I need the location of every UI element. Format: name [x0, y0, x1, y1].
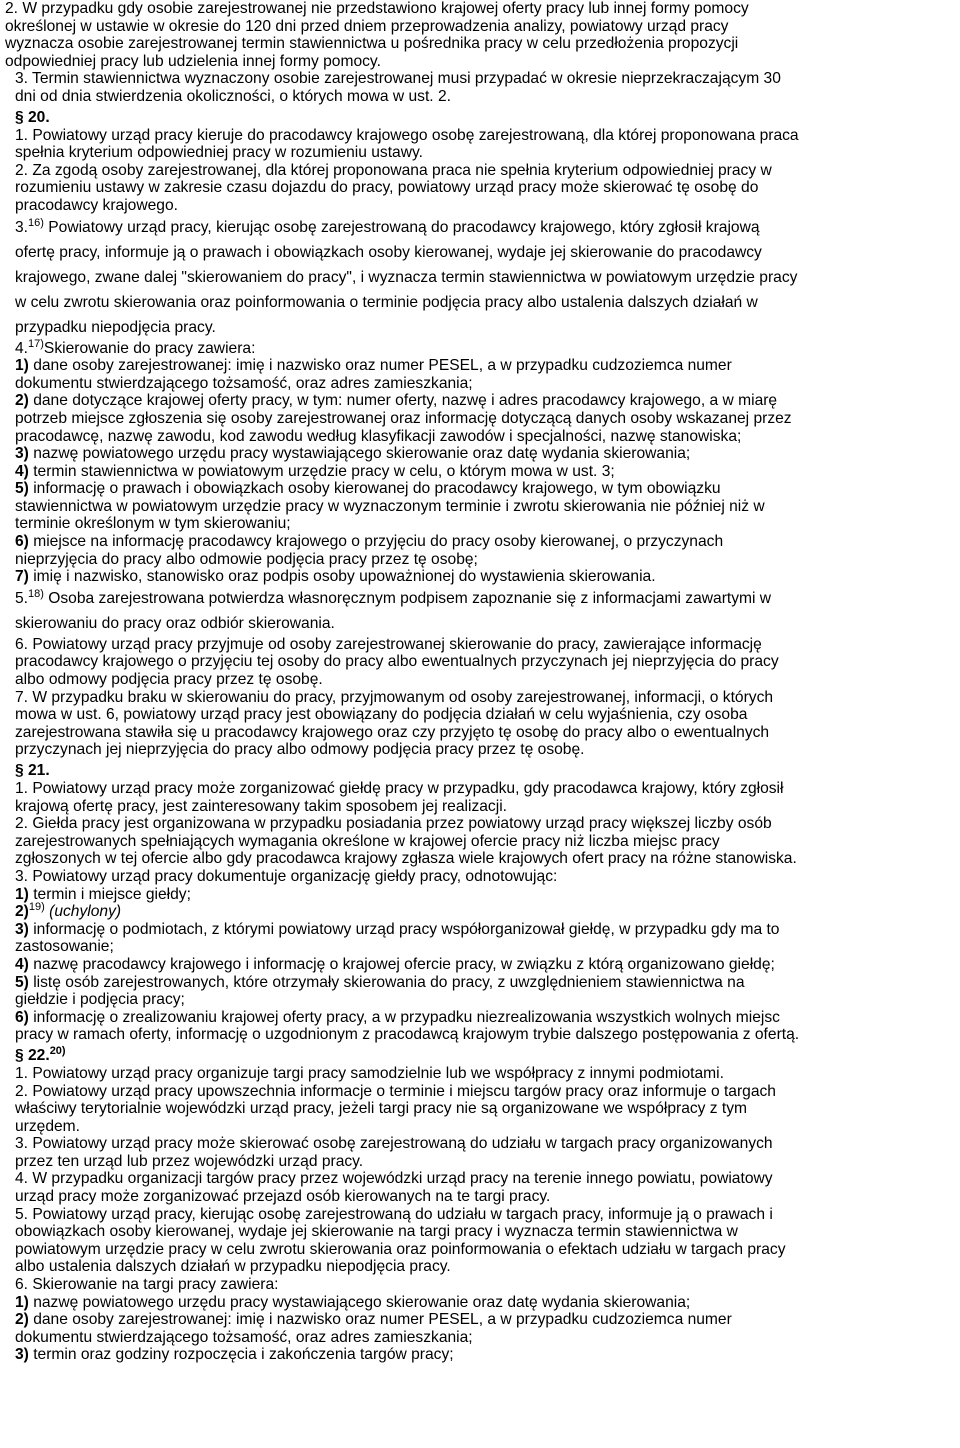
paragraph-text: 4. W przypadku organizacji targów pracy przez wojewódzki urząd pracy na terenie innego powiatu, powiatowy urząd pracy może zorganizować przejazd osób kierowanych na te targi pracy. — [15, 1170, 773, 1206]
paragraph-text: 2. Powiatowy urząd pracy upowszechnia informacje o terminie i miejscu targów pracy oraz informuje o targach właściwy terytorialnie wojewódzki urząd pracy, jeżeli targi pracy nie są organizowane we współpracy z tym urzędem. — [15, 1082, 776, 1135]
paragraph-text: 6. Powiatowy urząd pracy przyjmuje od osoby zarejestrowanej skierowanie do pracy, zawierające informację pracodawcy krajowego o przyjęciu tej osoby do pracy albo ewentualnych przyczynach jej nieprzyjęcia do pracy albo odmowy podjęcia pracy przez tę osobę. — [15, 635, 779, 689]
footnote-ref: 18) — [28, 587, 44, 600]
paragraph-text: 1. Powiatowy urząd pracy kieruje do pracodawcy krajowego osobę zarejestrowaną, dla której proponowana praca spełnia kryterium odpowiedniej pracy w rozumieniu ustawy. — [15, 126, 799, 162]
item-number: 6) — [15, 1008, 29, 1026]
list-item — [5, 445, 956, 463]
item-number: 1) — [15, 1293, 29, 1311]
paragraph-text: 7. W przypadku braku w skierowaniu do pracy, przyjmowanym od osoby zarejestrowanej, informacji, o których mowa w ust. 6, powiatowy urząd pracy jest obowiązany do podjęcia działań w celu wyjaśnienia, czy osoba zarejestrowana stawiła się u pracodawcy krajowego oraz czy przyjęto tę osobę do pracy albo o ewentualnych przyczynach jej nieprzyjęcia do pracy albo odmowy podjęcia pracy przez tę osobę. — [15, 688, 774, 759]
paragraph — [5, 636, 956, 689]
section-number: § 20. — [15, 108, 50, 126]
item-number: 1) — [15, 885, 29, 903]
paragraph — [5, 127, 956, 162]
paragraph — [5, 1135, 956, 1170]
paragraph-text: 3. Powiatowy urząd pracy dokumentuje organizację giełdy pracy, odnotowując: — [15, 867, 558, 885]
paragraph-text: 1. Powiatowy urząd pracy może zorganizować giełdę pracy w przypadku, gdy pracodawca krajowy, który zgłosił krajową ofertę pracy, jest zainteresowany takim sposobem jej realizacji. — [15, 780, 784, 815]
section-heading — [5, 108, 956, 127]
paragraph-text: 3. Powiatowy urząd pracy może skierować osobę zarejestrowaną do udziału w targach pracy organizowanych przez ten urząd lub przez wojewódzki urząd pracy. — [15, 1135, 773, 1170]
item-number: 4) — [15, 955, 29, 973]
paragraph — [5, 162, 956, 215]
paragraph — [5, 689, 956, 759]
item-text: miejsce na informację pracodawcy krajowego o przyjęciu do pracy osoby kierowanej, o przyczynach nieprzyjęcia do pracy albo odmowie podjęcia pracy przez tę osobę; — [15, 533, 724, 568]
item-number: 5) — [15, 480, 29, 498]
paragraph-text: 1. Powiatowy urząd pracy organizuje targi pracy samodzielnie lub we współpracy z innymi podmiotami. — [15, 1064, 724, 1082]
paragraph-text: Osoba zarejestrowana potwierdza własnoręcznym podpisem zapoznanie się z informacjami zawartymi w skierowaniu do pracy oraz odbiór skierowania. — [15, 589, 772, 632]
item-number: 4) — [15, 462, 29, 480]
paragraph — [5, 586, 956, 636]
section-heading — [5, 1046, 956, 1065]
item-number: 2) — [15, 903, 29, 921]
paragraph — [5, 1170, 956, 1205]
paragraph-text: Skierowanie do pracy zawiera: — [43, 339, 256, 357]
footnote-ref: 20) — [49, 1044, 66, 1057]
section-heading — [5, 761, 956, 780]
paragraph-text: Powiatowy urząd pracy, kierując osobę zarejestrowaną do pracodawcy krajowego, który zgłosił krajową ofertę pracy, informuje ją o prawach i obowiązkach osoby kierowanej, wydaje jej skierowanie do pracodawcy krajowego, zwane dalej "skierowaniem do pracy", i wyznacza termin stawiennictwa w powiatowym urzędzie pracy w celu zwrotu skierowania oraz poinformowania o terminie podjęcia pracy albo ustalenia dalszych działań w przypadku niepodjęcia pracy. — [15, 218, 798, 336]
item-number: 7) — [15, 568, 29, 586]
list-item — [5, 1311, 956, 1346]
paragraph — [5, 70, 956, 105]
paragraph-text: 3. Termin stawiennictwa wyznaczony osobie zarejestrowanej musi przypadać w okresie nieprzekraczającym 30 dni od dnia stwierdzenia okoliczności, o których mowa w ust. 2. — [15, 70, 781, 105]
item-text: dane dotyczące krajowej oferty pracy, w tym: numer oferty, nazwę i adres pracodawcy krajowego, a w miarę potrzeb miejsce zgłoszenia się osoby zarejestrowanej oraz informację dotyczącą danych osoby wskazanej przez pracodawcę, nazwę zawodu, kod zawodu według klasyfikacji zawodów i specjalności, nazwę stanowiska; — [15, 392, 792, 445]
item-text: termin stawiennictwa w powiatowym urzędzie pracy w celu, o którym mowa w ust. 3; — [28, 462, 615, 480]
item-text: nazwę powiatowego urzędu pracy wystawiającego skierowanie oraz datę wydania skierowania; — [28, 1293, 691, 1311]
item-number: 3) — [15, 1346, 29, 1364]
paragraph — [5, 868, 956, 886]
list-item — [5, 357, 956, 392]
item-text: termin oraz godziny rozpoczęcia i zakończenia targów pracy; — [28, 1346, 454, 1364]
item-text: dane osoby zarejestrowanej: imię i nazwisko oraz numer PESEL, a w przypadku cudzoziemca numer dokumentu stwierdzającego tożsamość, oraz adres zamieszkania; — [15, 1311, 732, 1346]
paragraph-text: 2. Giełda pracy jest organizowana w przypadku posiadania przez powiatowy urząd pracy większej liczby osób zarejestrowanych spełniających wymagania określone w krajowej ofercie pracy niż liczba miejsc pracy zgłoszonych w tej ofercie albo gdy pracodawca krajowy zgłasza wiele krajowych ofert pracy na różne stanowiska. — [15, 815, 797, 868]
paragraph-text: 5. Powiatowy urząd pracy, kierując osobę zarejestrowaną do udziału w targach pracy, informuje ją o prawach i obowiązkach osoby kierowanej, wydaje jej skierowanie na targi pracy i wyznacza termin stawiennictwa w powiatowym urzędzie pracy w celu zwrotu skierowania oraz poinformowania o efektach udziału w targach pracy albo ustalenia dalszych działań w przypadku niepodjęcia pracy. — [15, 1205, 786, 1276]
footnote-ref: 16) — [28, 216, 44, 229]
paragraph-number: 4. — [15, 339, 29, 357]
item-number: 2) — [15, 1311, 29, 1329]
paragraph-number: 3. — [15, 218, 29, 236]
paragraph — [5, 0, 956, 70]
section-number: § 21. — [15, 762, 50, 779]
paragraph — [5, 1206, 956, 1276]
paragraph — [5, 1065, 956, 1083]
item-number: 3) — [15, 445, 29, 463]
item-text: dane osoby zarejestrowanej: imię i nazwisko oraz numer PESEL, a w przypadku cudzoziemca numer dokumentu stwierdzającego tożsamość, oraz adres zamieszkania; — [15, 357, 732, 392]
paragraph — [5, 815, 956, 868]
paragraph — [5, 337, 956, 358]
item-number: 6) — [15, 533, 29, 551]
paragraph-text: 6. Skierowanie na targi pracy zawiera: — [15, 1276, 279, 1294]
list-item — [5, 1346, 956, 1364]
item-text: (uchylony) — [49, 903, 122, 921]
item-number: 5) — [15, 973, 29, 991]
list-item — [5, 900, 956, 921]
item-text: informację o zrealizowaniu krajowej oferty pracy, a w przypadku niezrealizowania wszystkich wolnych miejsc pracy w ramach oferty, informację o uzgodnionym z pracodawcą krajowym trybie dalszego postępowania z ofertą. — [15, 1008, 800, 1044]
list-item — [5, 533, 956, 568]
list-item — [5, 392, 956, 445]
item-text: nazwę pracodawcy krajowego i informację o krajowej ofercie pracy, w związku z którą organizowano giełdę; — [28, 955, 775, 973]
paragraph — [5, 1276, 956, 1294]
paragraph — [5, 1083, 956, 1136]
paragraph — [5, 780, 956, 815]
item-number: 2) — [15, 392, 29, 410]
paragraph-text: 2. Za zgodą osoby zarejestrowanej, dla której proponowana praca nie spełnia kryterium odpowiedniej pracy w rozumieniu ustawy w zakresie czasu dojazdu do pracy, powiatowy urząd pracy może skierować tę osobę do pracodawcy krajowego. — [15, 161, 772, 214]
list-item — [5, 480, 956, 533]
list-item — [5, 886, 956, 904]
list-item — [5, 568, 956, 586]
list-item — [5, 1294, 956, 1312]
item-text: listę osób zarejestrowanych, które otrzymały skierowania do pracy, z uwzględnieniem stawiennictwa na giełdzie i podjęcia pracy; — [15, 973, 745, 1009]
list-item — [5, 974, 956, 1009]
item-number: 3) — [15, 920, 29, 938]
footnote-ref: 17) — [28, 337, 44, 350]
item-text: informację o podmiotach, z którymi powiatowy urząd pracy współorganizował giełdę, w przypadku gdy ma to zastosowanie; — [15, 920, 780, 956]
item-text: nazwę powiatowego urzędu pracy wystawiającego skierowanie oraz datę wydania skierowania; — [28, 445, 691, 463]
footnote-ref: 19) — [28, 900, 45, 913]
list-item — [5, 1009, 956, 1044]
item-text: imię i nazwisko, stanowisko oraz podpis osoby upoważnionej do wystawienia skierowania. — [28, 568, 656, 586]
list-item — [5, 956, 956, 974]
paragraph-text: 2. W przypadku gdy osobie zarejestrowanej nie przedstawiono krajowej oferty pracy lub innej formy pomocy określonej w ustawie w okresie do 120 dni przed dniem przeprowadzenia analizy, powiatowy urząd pracy wyznacza osobie zarejestrowanej termin stawiennictwa u pośrednika pracy w celu przedłożenia propozycji odpowiedniej pracy lub udzielenia innej formy pomocy. — [5, 0, 749, 70]
list-item — [5, 921, 956, 956]
paragraph-number: 5. — [15, 589, 29, 607]
item-text: informację o prawach i obowiązkach osoby kierowanej do pracodawcy krajowego, w tym obowiązku stawiennictwa w powiatowym urzędzie pracy w wyznaczonym terminie i zwrotu skierowania nie później niż w terminie określonym w tym skierowaniu; — [15, 480, 765, 533]
paragraph — [5, 215, 956, 340]
item-number: 1) — [15, 357, 29, 375]
section-number: § 22. — [15, 1046, 50, 1064]
list-item — [5, 463, 956, 481]
item-text: termin i miejsce giełdy; — [28, 885, 191, 903]
